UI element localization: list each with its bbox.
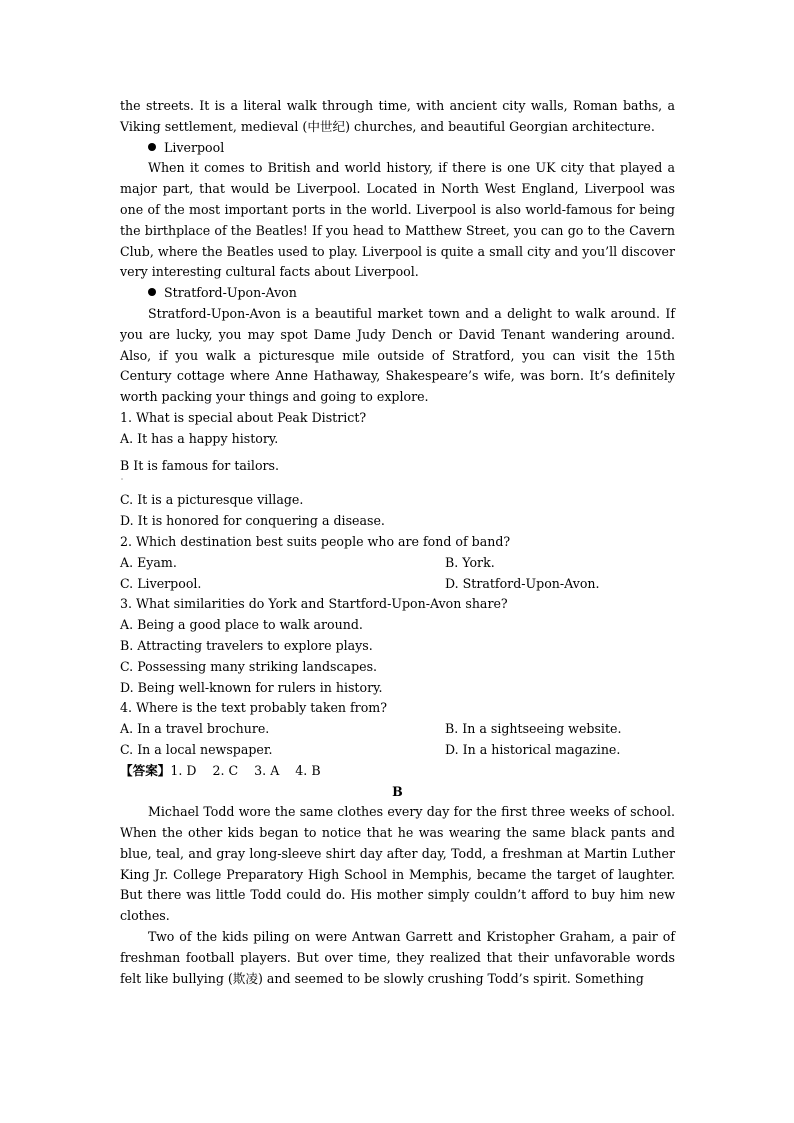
question-2-options-row-1 <box>120 553 675 574</box>
question-3-option-a: A. Being a good place to walk around. <box>120 617 363 633</box>
question-4-option-d: D. In a historical magazine. <box>445 741 621 757</box>
question-2-stem: 2. Which destination best suits people who are fond of band? <box>120 533 511 549</box>
passage-b-paragraph-2: Two of the kids piling on were Antwan Garrett and Kristopher Graham, a pair of freshman football players. But over time, they realized that their unfavorable words felt like bullying (欺凌) and seemed to be slowly crushing Todd’s spirit. Something <box>120 929 675 986</box>
question-2-option-a: A. Eyam. <box>120 554 177 570</box>
question-4-stem: 4. Where is the text probably taken from? <box>120 700 387 716</box>
question-3-option-c: C. Possessing many striking landscapes. <box>120 658 378 674</box>
question-3-option-d: D. Being well-known for rulers in history. <box>120 679 383 695</box>
answer-text: 1. D 2. C 3. A 4. B <box>170 762 321 778</box>
bullet-icon <box>148 288 156 296</box>
liverpool-heading-text: Liverpool <box>164 139 225 155</box>
liverpool-paragraph: When it comes to British and world history, if there is one UK city that played a major part, that would be Liverpool. Located in North West England, Liverpool was one of the most important ports in the world. Liverpool is also world-famous for being the birthplace of the Beatles! If you head to Matthew Street, you can go to the Cavern Club, where the Beatles used to play. Liverpool is quite a small city and you’ll discover very interesting cultural facts about Liverpool. <box>120 160 675 280</box>
answer-label: 【答案】 <box>120 762 171 778</box>
stratford-paragraph: Stratford-Upon-Avon is a beautiful market town and a delight to walk around. If you are lucky, you may spot Dame Judy Dench or David Tenant wandering around. Also, if you walk a picturesque mile outside of Stratford, you can visit the 15th Century cottage where Anne Hathaway, Shakespeare’s wife, was born. It’s definitely worth packing your things and going to explore. <box>120 305 675 405</box>
bullet-icon <box>148 143 156 151</box>
intro-continuation: the streets. It is a literal walk through time, with ancient city walls, Roman baths, a Viking settlement, medieval (中世纪) churches, and beautiful Georgian architecture. <box>120 98 675 134</box>
question-4-options-row-1 <box>120 719 675 740</box>
question-4-options-row-2 <box>120 740 675 761</box>
question-1-option-c: C. It is a picturesque village. <box>120 492 304 508</box>
question-1-stem: 1. What is special about Peak District? <box>120 409 367 425</box>
answer-key <box>120 761 675 782</box>
stratford-heading-text: Stratford-Upon-Avon <box>164 285 297 301</box>
question-3-stem: 3. What similarities do York and Startford-Upon-Avon share? <box>120 596 508 612</box>
document-page <box>120 96 675 989</box>
question-4-option-c: C. In a local newspaper. <box>120 741 273 757</box>
stratford-heading <box>120 283 675 304</box>
question-2-options-row-2 <box>120 574 675 595</box>
question-2-option-c: C. Liverpool. <box>120 575 202 591</box>
question-3-option-b: B. Attracting travelers to explore plays. <box>120 637 373 653</box>
question-2-option-b: B. York. <box>445 554 495 570</box>
question-1-option-b: B It is famous for tailors. <box>120 457 280 473</box>
section-b-title: B <box>392 783 403 799</box>
question-1-option-a: A. It has a happy history. <box>120 430 279 446</box>
passage-b-paragraph-1: Michael Todd wore the same clothes every day for the first three weeks of school. When the other kids began to notice that he was wearing the same black pants and blue, teal, and gray long-sleeve shirt day after day, Todd, a freshman at Martin Luther King Jr. College Preparatory High School in Memphis, became the target of laughter. But there was little Todd could do. His mother simply couldn’t afford to buy him new clothes. <box>120 804 675 924</box>
question-1-option-d: D. It is honored for conquering a disease. <box>120 513 385 529</box>
stray-mark: ˙ <box>120 478 124 488</box>
question-4-option-b: B. In a sightseeing website. <box>445 721 622 737</box>
liverpool-heading <box>120 138 675 159</box>
question-2-option-d: D. Stratford-Upon-Avon. <box>445 575 600 591</box>
question-4-option-a: A. In a travel brochure. <box>120 721 270 737</box>
